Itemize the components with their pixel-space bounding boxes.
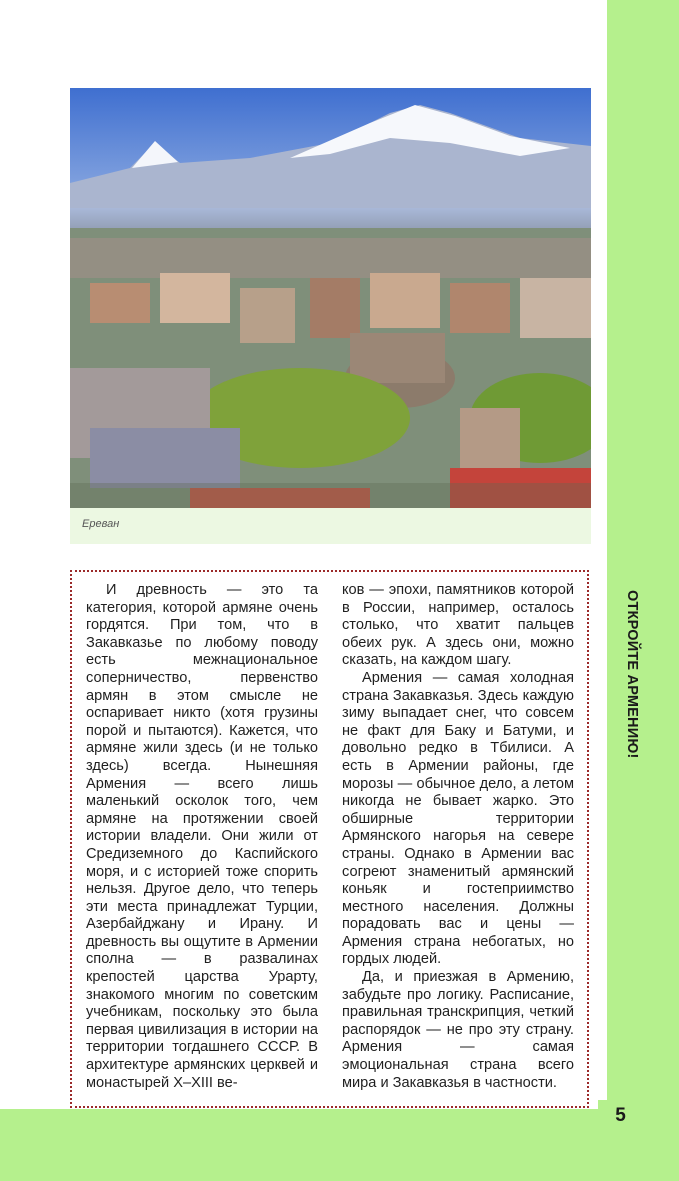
paragraph: Да, и приезжая в Армению, забудьте про логику. Расписание, правильная транскрипция, четкий распорядок — не про эту страну. Армения — самая эмоциональная страна всего мира и Закавказья в частности.	[342, 969, 574, 1091]
yerevan-photo	[70, 88, 591, 508]
photo-caption: Ереван	[82, 518, 120, 530]
text-column-right	[342, 582, 574, 1092]
text-column-left	[86, 582, 318, 1092]
sidebar-band	[607, 0, 679, 1100]
paragraph: И древность — это та категория, которой армяне очень гордятся. При том, что в Закавказье по любому поводу есть межнациональное соперничество, первенство армян в этом смысле не оспаривает никто (хотя грузины порой и пытаются). Кажется, что армяне жили здесь (и не только здесь) всегда. Нынешняя Армения — всего лишь маленький осколок того, чем армяне на протяжении своей истории владели. Они жили от Средиземного до Каспийского моря, и с историей тоже спорить нельзя. Другое дело, что теперь эти места принадлежат Турции, Азербайджану и Ирану. И древность вы ощутите в Армении сполна — в развалинах крепостей царства Урарту, знакомого многим по советским учебникам, поскольку это была первая цивилизация в истории на территории тогдашнего СССР. В архитектуре армянских церквей и монастырей X–XIII ве-	[86, 582, 318, 1091]
page-number: 5	[615, 1105, 626, 1126]
bottom-band	[0, 1109, 598, 1181]
section-title: ОТКРОЙТЕ АРМЕНИЮ!	[624, 590, 640, 759]
paragraph-continuation: ков — эпохи, памятников которой в России, например, осталось столько, что хватит пальцев обеих рук. А здесь они, можно сказать, на каждом шагу.	[342, 582, 574, 669]
caption-strip	[70, 508, 591, 544]
paragraph: Армения — самая холодная страна Закавказья. Здесь каждую зиму выпадает снег, что совсем не факт для Баку и Батуми, и довольно редко в Тбилиси. А есть в Армении районы, где морозы — обычное дело, а летом никогда не бывает жарко. Это обширные территории Армянского нагорья на севере страны. Однако в Армении вас согреют знаменитый армянский коньяк и гостеприимство местного населения. Должны порадовать вас и цены — Армения страна небогатых, но гордых людей.	[342, 669, 574, 968]
